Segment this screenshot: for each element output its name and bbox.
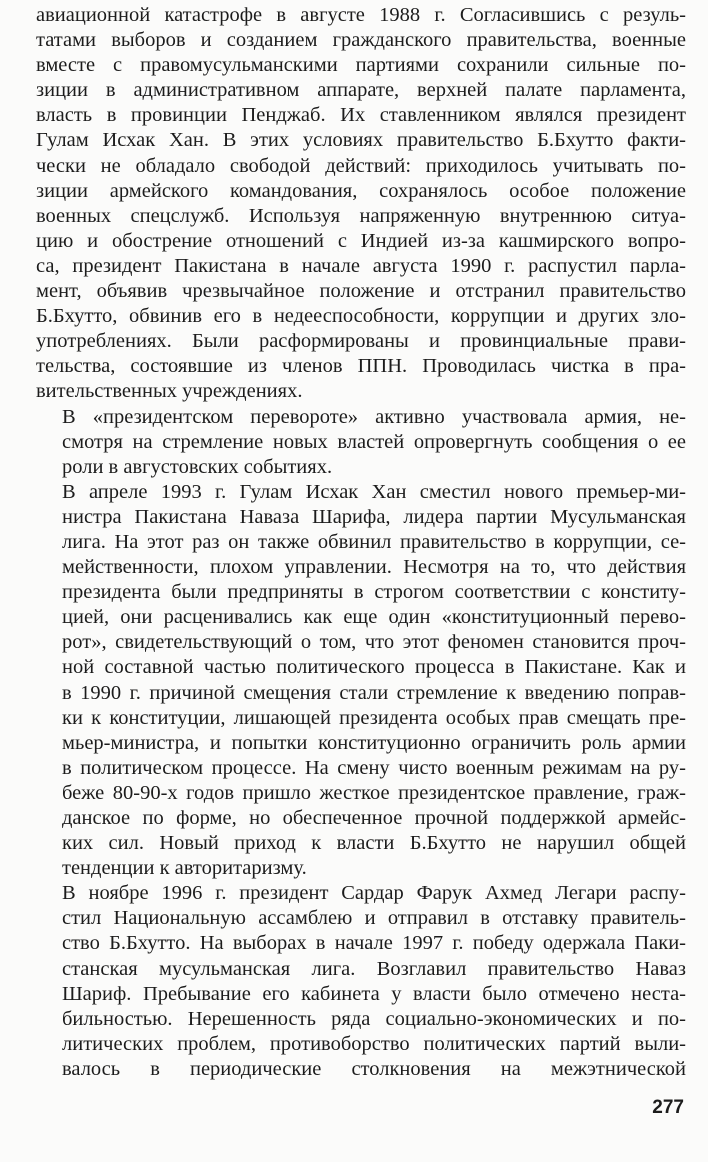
paragraph <box>36 405 686 480</box>
paragraph <box>36 881 686 1082</box>
text-line: рот», свидетельствующий о том, что этот феномен становится проч- <box>62 631 686 654</box>
text-line: стил Национальную ассамблею и отправил в отставку правитель- <box>62 907 686 930</box>
text-line: Шариф. Пребывание его кабинета у власти было отмечено неста- <box>62 982 686 1005</box>
text-line: мьер-министра, и попытки конституционно ограничить роль армии <box>62 731 686 754</box>
page-number: 277 <box>652 1097 684 1118</box>
text-line: зиции армейского командования, сохранялось особое положение <box>36 179 686 202</box>
text-line: ство Б.Бхутто. На выборах в начале 1997 г. победу одержала Паки- <box>62 932 686 955</box>
text-line: тенденции к авторитаризму. <box>62 857 307 880</box>
text-line: вительственных учреждениях. <box>36 380 303 403</box>
body-text <box>36 3 686 1082</box>
text-line: мент, объявив чрезвычайное положение и отстранил правительство <box>36 280 686 303</box>
text-line: бильностью. Нерешенность ряда социально-экономических и по- <box>62 1007 686 1030</box>
text-line: президента были предприняты в строгом соответствии с конститу- <box>62 581 686 604</box>
text-line: станская мусульманская лига. Возглавил правительство Наваз <box>62 957 686 980</box>
text-line: цией, они расценивались как еще один «конституционный перево- <box>62 606 686 629</box>
text-line: данское по форме, но обеспеченное прочной поддержкой армейс- <box>62 807 686 829</box>
text-line: беже 80-90-х годов пришло жесткое президентское правление, граж- <box>62 781 686 804</box>
text-line: зиции в административном аппарате, верхней палате парламента, <box>36 79 686 102</box>
text-line: вместе с правомусульманскими партиями сохранили сильные по- <box>36 54 686 77</box>
text-line: Б.Бхутто, обвинив его в недееспособности, коррупции и других зло- <box>36 305 686 328</box>
text-line: мейственности, плохом управлении. Несмотря на то, что действия <box>62 556 686 579</box>
text-line: татами выборов и созданием гражданского правительства, военные <box>36 29 686 52</box>
text-line: Гулам Исхак Хан. В этих условиях правительство Б.Бхутто факти- <box>36 129 686 152</box>
text-line: литических проблем, противоборство политических партий выли- <box>62 1032 686 1055</box>
text-line: валось в периодические столкновения на межэтнической <box>62 1057 686 1080</box>
text-line: са, президент Пакистана в начале августа 1990 г. распустил парла- <box>36 254 686 277</box>
text-line: военных спецслужб. Используя напряженную внутреннюю ситуа- <box>36 204 686 227</box>
text-line: лига. На этот раз он также обвинил правительство в коррупции, се- <box>62 530 686 553</box>
text-line: употреблениях. Были расформированы и провинциальные прави- <box>36 330 686 353</box>
text-line: ких сил. Новый приход к власти Б.Бхутто не нарушил общей <box>62 832 686 855</box>
text-line: ной составной частью политического процесса в Пакистане. Как и <box>62 656 686 679</box>
text-line: В «президентском перевороте» активно участвовала армия, не- <box>62 405 686 428</box>
text-line: чески не обладало свободой действий: приходилось учитывать по- <box>36 154 686 177</box>
paragraph <box>36 480 686 882</box>
text-line: в политическом процессе. На смену чисто военным режимам на ру- <box>62 756 686 779</box>
text-line: тельства, состоявшие из членов ППН. Проводилась чистка в пра- <box>36 355 686 378</box>
text-line: в 1990 г. причиной смещения стали стремление к введению поправ- <box>62 681 686 704</box>
text-line: нистра Пакистана Наваза Шарифа, лидера партии Мусульманская <box>62 505 686 528</box>
text-line: цию и обострение отношений с Индией из-за кашмирского вопро- <box>36 229 686 252</box>
text-line: авиационной катастрофе в августе 1988 г. Согласившись с резуль- <box>36 4 686 26</box>
text-line: смотря на стремление новых властей опровергнуть сообщения о ее <box>62 430 686 453</box>
paragraph <box>36 3 686 405</box>
text-line: В апреле 1993 г. Гулам Исхак Хан сместил нового премьер-ми- <box>62 480 686 503</box>
text-line: ки к конституции, лишающей президента особых прав смещать пре- <box>62 706 686 729</box>
text-line: роли в августовских событиях. <box>62 455 333 478</box>
text-line: власть в провинции Пенджаб. Их ставленником являлся президент <box>36 104 686 127</box>
text-line: В ноябре 1996 г. президент Сардар Фарук Ахмед Легари распу- <box>62 882 686 905</box>
